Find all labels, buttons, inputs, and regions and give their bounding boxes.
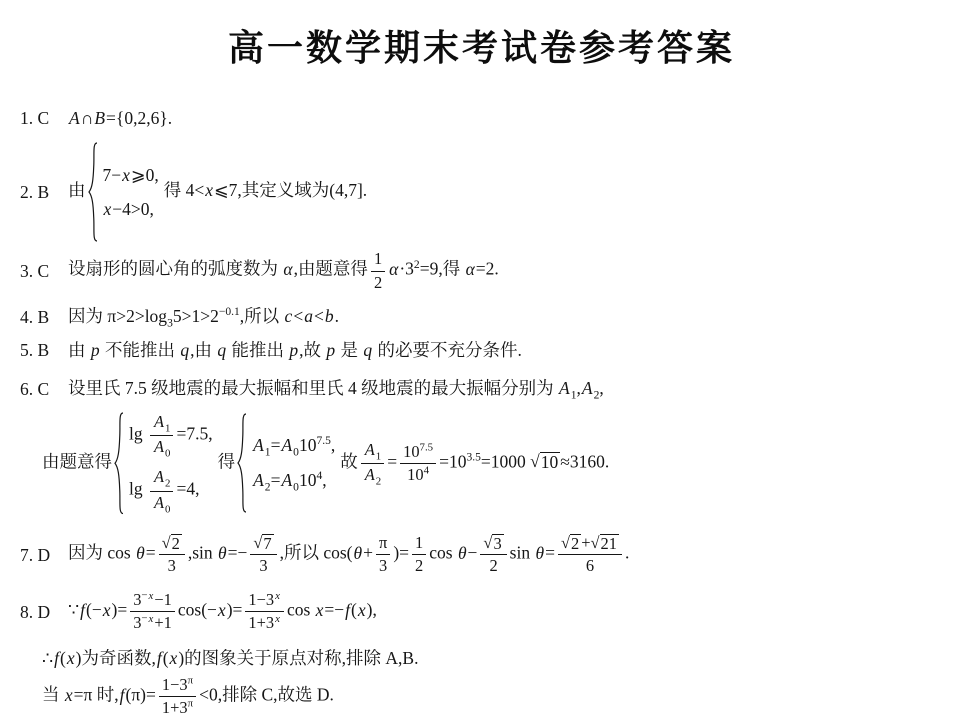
denominator [376, 555, 390, 576]
answer-content [68, 533, 953, 576]
subscript: 3 [167, 317, 173, 330]
left-brace-icon [237, 413, 247, 513]
math-text: ,由题意得 [293, 259, 368, 280]
math-text: 由题意得 [42, 451, 112, 472]
math-variable: θ [218, 542, 227, 563]
numerator [159, 675, 196, 697]
answer-number: 1. C [20, 108, 50, 128]
answer-content [42, 645, 953, 671]
denominator [558, 555, 622, 576]
math-text: 5>1>2 [172, 306, 219, 326]
math-variable: f [80, 599, 86, 620]
subscript: 2 [165, 477, 171, 490]
math-variable: θ [457, 542, 467, 563]
math-text: )= [226, 599, 243, 620]
fraction [159, 533, 185, 576]
superscript [274, 613, 281, 625]
math-variable: b [324, 306, 334, 326]
numerator [558, 533, 622, 555]
math-text: 1−3 [248, 590, 275, 610]
answer-content [68, 590, 953, 633]
math-variable: A [154, 412, 165, 432]
radicand [262, 534, 273, 552]
math-text: 3 [493, 534, 502, 554]
math-text: , [599, 378, 604, 399]
math-variable: x [169, 647, 178, 668]
denominator [150, 436, 173, 459]
superscript: 4 [316, 470, 323, 483]
cases-row [103, 162, 159, 188]
cases-row [252, 467, 327, 494]
math-text: 10 [298, 435, 317, 456]
denominator [400, 464, 436, 485]
math-text: < [313, 306, 324, 326]
cases-group [237, 413, 335, 513]
cases-rows [252, 432, 335, 494]
math-variable: q [217, 340, 227, 361]
math-text: =1000 [480, 451, 531, 472]
math-text: ∵ [68, 599, 80, 620]
math-text: 2 [415, 556, 424, 576]
math-variable: f [54, 647, 60, 668]
math-text: 1+3 [161, 698, 188, 718]
subscript: 1 [264, 446, 271, 459]
numerator [480, 533, 506, 555]
math-text: ⩽7,其定义域为(4,7]. [213, 180, 368, 201]
superscript: 7.5 [419, 441, 434, 454]
cases-rows [129, 412, 213, 515]
cases-row [103, 196, 154, 222]
math-variable: α [283, 259, 293, 280]
math-variable: f [156, 647, 162, 668]
superscript: π [187, 697, 194, 710]
math-variable: x [102, 599, 111, 620]
math-text: − [467, 542, 478, 563]
answer-number: 6. C [20, 378, 50, 399]
math-text: < [293, 306, 304, 326]
fraction [130, 590, 175, 633]
answer-line-7 [20, 527, 953, 583]
math-text: cos [429, 542, 457, 563]
math-variable: x [357, 599, 366, 620]
square-root [591, 534, 619, 552]
math-text: 10 [298, 470, 317, 491]
answer-line-8 [20, 587, 953, 637]
denominator [130, 612, 175, 633]
math-variable: B [94, 108, 106, 128]
math-text: ∴ [42, 647, 54, 668]
math-text: 10 [407, 464, 424, 484]
math-text: 7− [102, 165, 122, 185]
answer-content [68, 375, 953, 402]
math-variable: α [465, 259, 475, 280]
math-text: 设里氏 7.5 级地震的最大振幅和里氏 4 级地震的最大振幅分别为 [68, 378, 558, 399]
superscript: 7.5 [316, 435, 331, 448]
numerator [130, 590, 175, 612]
denominator [245, 612, 284, 633]
math-variable: f [119, 684, 125, 705]
superscript: −0.1 [218, 306, 240, 319]
math-text: ( [162, 647, 169, 668]
math-text: <0,排除 C,故选 D. [199, 684, 334, 705]
answer-content [42, 412, 953, 515]
math-variable: f [345, 599, 351, 620]
denominator [361, 464, 384, 487]
subscript: 2 [375, 475, 382, 488]
math-text: − [141, 612, 148, 625]
fraction [150, 412, 173, 459]
math-text: lg [129, 423, 147, 444]
math-text: )= [393, 542, 410, 563]
math-text: )= [111, 599, 128, 620]
radical-sign: √ [161, 533, 171, 553]
radical-sign: √ [560, 533, 570, 553]
answer-number: 7. D [20, 544, 51, 565]
subscript: 0 [165, 502, 171, 515]
denominator [159, 555, 185, 576]
math-text: 是 [336, 340, 363, 361]
fraction [361, 440, 384, 487]
math-variable: α [389, 259, 399, 280]
math-text: =7.5, [176, 423, 213, 444]
fraction [480, 533, 506, 576]
math-text: =4, [176, 479, 200, 500]
math-variable: c [284, 306, 293, 326]
math-text: ,所以 [239, 306, 284, 326]
math-text: . [624, 542, 630, 563]
math-text: 的必要不充分条件. [373, 340, 522, 361]
math-text: = [387, 451, 398, 472]
answer-number: 4. B [20, 306, 50, 327]
denominator [250, 555, 276, 576]
math-text: =10 [439, 451, 467, 472]
math-variable: x [217, 599, 226, 620]
cases-row [129, 412, 213, 459]
math-variable: A [581, 378, 593, 399]
cases-row [129, 467, 199, 514]
math-text: 2 [571, 534, 580, 554]
math-variable: p [90, 340, 100, 361]
radicand [540, 452, 561, 471]
left-brace-icon [114, 412, 124, 515]
math-text: +1 [154, 613, 172, 633]
math-text: . [334, 306, 339, 326]
math-text: − [141, 589, 148, 602]
numerator [250, 533, 276, 555]
math-text: 2 [171, 534, 180, 554]
math-text: + [581, 533, 591, 553]
math-text: 6 [585, 556, 595, 576]
math-variable: A [364, 439, 375, 459]
math-variable: A [253, 435, 264, 456]
denominator [159, 697, 196, 718]
math-text: , [576, 378, 581, 399]
math-text: 由 [68, 180, 86, 201]
math-variable: A [154, 492, 165, 512]
radicand [570, 534, 581, 552]
math-text: ( [60, 647, 66, 668]
fraction [250, 533, 276, 576]
answer-number: 2. B [20, 182, 50, 202]
math-text: 得 [217, 451, 236, 472]
answer-number: 3. C [20, 261, 50, 281]
math-variable: x [148, 612, 154, 625]
math-text: =− [227, 542, 248, 563]
radical-sign: √ [590, 533, 600, 553]
math-variable: A [253, 470, 264, 491]
fraction [159, 675, 196, 718]
fraction [371, 249, 385, 292]
math-variable: x [315, 599, 324, 620]
answer-line-5 [20, 337, 953, 363]
superscript [274, 590, 281, 602]
math-text: 设扇形的圆心角的弧度数为 [68, 259, 283, 280]
math-variable: p [326, 340, 336, 361]
math-text: 3 [259, 556, 268, 576]
math-text: ·3 [399, 259, 414, 280]
math-variable: x [103, 199, 112, 219]
math-text: 3 [133, 613, 142, 633]
subscript: 0 [293, 446, 299, 459]
math-text: −4>0, [112, 199, 154, 219]
math-variable: x [122, 165, 130, 185]
answers-list [0, 105, 963, 720]
math-text: ,故 [299, 340, 326, 361]
denominator [371, 272, 385, 293]
math-text: )为奇函数, [75, 647, 156, 668]
math-text: , [330, 435, 336, 456]
numerator [159, 533, 185, 555]
denominator [480, 555, 506, 576]
math-variable: A [154, 437, 165, 457]
math-text: = [545, 542, 555, 563]
math-variable: θ [535, 542, 545, 563]
superscript: π [187, 674, 194, 687]
math-text: ,所以 cos( [279, 542, 353, 563]
fraction [412, 533, 426, 576]
answer-content [68, 105, 953, 131]
math-text: 因为 cos [68, 542, 136, 563]
math-variable: θ [136, 542, 145, 563]
math-variable: q [180, 340, 190, 361]
math-text: =9,得 [419, 259, 465, 280]
math-text: + [363, 542, 373, 563]
math-text: 1 [415, 533, 424, 553]
math-text: 3 [133, 590, 142, 610]
subscript: 1 [570, 389, 577, 402]
subscript: 2 [593, 389, 600, 402]
math-variable: x [275, 612, 280, 625]
math-variable: x [148, 589, 154, 602]
math-text: 3 [167, 556, 176, 576]
math-text: ⩾0, [130, 165, 159, 185]
denominator [412, 555, 426, 576]
numerator [150, 467, 173, 491]
math-variable: A [281, 435, 293, 456]
radical-sign: √ [530, 451, 540, 472]
numerator [150, 412, 173, 436]
math-variable: A [69, 108, 80, 128]
fraction [558, 533, 622, 576]
answer-line-4 [20, 303, 953, 330]
fraction [376, 533, 390, 576]
math-text: 1+3 [248, 613, 275, 633]
square-root [162, 534, 182, 552]
numerator [376, 533, 390, 555]
subscript: 0 [293, 481, 299, 494]
math-text: cos [286, 599, 315, 620]
radical-sign: √ [483, 533, 493, 553]
superscript [141, 590, 154, 602]
math-variable: A [154, 467, 165, 487]
answer-number: 5. B [20, 340, 50, 361]
math-text: = [270, 470, 281, 491]
answer-line-6 [20, 375, 953, 402]
square-root [530, 452, 560, 471]
math-variable: θ [353, 542, 363, 563]
math-text: 10 [403, 441, 420, 461]
math-text: =− [324, 599, 345, 620]
math-text: , [322, 470, 327, 491]
math-text: =2. [475, 259, 499, 280]
answer-line-1 [20, 105, 953, 131]
math-text: 3 [379, 556, 388, 576]
math-text: )的图象关于原点对称,排除 A,B. [178, 647, 419, 668]
math-variable: p [289, 340, 299, 361]
math-variable: A [559, 378, 570, 399]
math-variable: x [66, 647, 75, 668]
numerator [400, 442, 436, 464]
left-brace-icon [88, 142, 98, 242]
cases-group [114, 412, 213, 515]
square-root [483, 534, 503, 552]
superscript: 3.5 [466, 451, 481, 464]
radicand [171, 534, 182, 552]
superscript [141, 613, 154, 625]
subscript: 2 [264, 481, 271, 494]
math-text: lg [129, 479, 147, 500]
math-text: 10 [540, 452, 559, 473]
fraction [400, 442, 436, 485]
math-variable: x [275, 589, 280, 602]
subscript: 1 [375, 450, 382, 463]
subscript: 1 [165, 422, 171, 435]
numerator [371, 249, 385, 271]
math-text: ∩ [80, 108, 94, 128]
math-text: = [270, 435, 281, 456]
math-text: 得 4< [163, 180, 205, 201]
answer-line-8-conclusion [20, 645, 953, 671]
math-text: 由 [68, 340, 90, 361]
cases-rows [103, 162, 159, 222]
math-text: 21 [600, 534, 617, 554]
fraction [150, 467, 173, 514]
answer-content [68, 337, 953, 363]
page-title: 高一数学期末考试卷参考答案 [227, 27, 735, 68]
answer-line-2 [20, 142, 953, 242]
numerator [245, 590, 284, 612]
math-variable: x [64, 684, 73, 705]
math-text: = [145, 542, 156, 563]
math-variable: x [205, 180, 213, 201]
math-text: ≈3160. [560, 451, 610, 472]
math-text: 能推出 [227, 340, 289, 361]
math-text: −1 [154, 590, 172, 610]
math-text: ,sin [187, 542, 217, 563]
superscript: 2 [413, 259, 420, 272]
answer-line-3 [20, 248, 953, 294]
square-root [561, 534, 581, 552]
math-variable: q [363, 340, 373, 361]
math-text: cos(− [177, 599, 217, 620]
denominator [150, 492, 173, 515]
answer-content [68, 142, 953, 242]
math-text: 2 [489, 556, 498, 576]
cases-row [252, 432, 335, 459]
math-text: 不能推出 [100, 340, 180, 361]
cases-group [88, 142, 159, 242]
math-text: (π)= [125, 684, 156, 705]
math-text: 1 [373, 249, 383, 269]
math-text: (− [86, 599, 102, 620]
answer-content [42, 675, 953, 718]
numerator [361, 440, 384, 464]
radicand [492, 534, 503, 552]
math-text: 1−3 [161, 675, 188, 695]
answer-content [68, 303, 953, 330]
answer-content [68, 249, 953, 292]
math-text: ), [366, 599, 377, 620]
answer-number: 8. D [20, 601, 51, 622]
math-text: sin [509, 542, 535, 563]
subscript: 0 [165, 447, 171, 460]
radical-sign: √ [253, 533, 263, 553]
math-text: 当 [42, 684, 64, 705]
math-text: ,由 [190, 340, 217, 361]
square-root [253, 534, 273, 552]
math-variable: a [304, 306, 313, 326]
math-variable: A [364, 464, 375, 484]
math-text: 7 [263, 534, 272, 554]
math-variable: A [281, 470, 293, 491]
math-text: 2 [373, 272, 383, 292]
radicand [600, 534, 619, 552]
math-text: 因为 π>2>log [68, 306, 168, 326]
math-text: ={0,2,6}. [106, 108, 173, 128]
math-text: =π 时, [73, 684, 119, 705]
math-text: π [379, 533, 388, 553]
fraction [245, 590, 284, 633]
answer-line-8-verification [20, 674, 953, 720]
numerator [412, 533, 426, 555]
superscript: 4 [423, 464, 430, 477]
math-text: 故 [340, 451, 358, 472]
math-text: ( [351, 599, 357, 620]
answer-line-6-derivation [20, 412, 953, 515]
